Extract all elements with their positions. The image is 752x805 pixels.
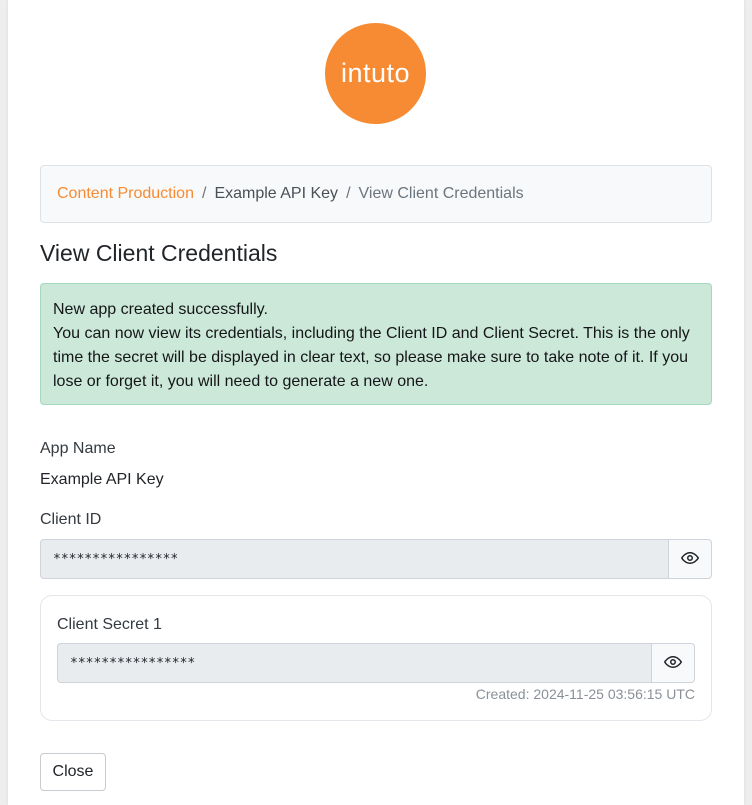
client-id-toggle-visibility-button[interactable] — [668, 539, 712, 579]
client-secret-input-group — [57, 643, 695, 683]
client-secret-created-timestamp: Created: 2024-11-25 03:56:15 UTC — [475, 686, 695, 702]
breadcrumb-separator: / — [346, 185, 351, 202]
client-secret-input[interactable] — [57, 643, 651, 683]
client-secret-toggle-visibility-button[interactable] — [651, 643, 695, 683]
eye-icon — [664, 653, 682, 674]
alert-message: You can now view its credentials, including the Client ID and Client Secret. This is the only time the secret will be displayed in clear text, so please make sure to take note of it. If you lose or forget it, you will need to generate a new one. — [53, 325, 690, 390]
eye-icon — [681, 549, 699, 570]
app-name-value: Example API Key — [40, 471, 164, 488]
client-secret-card — [40, 595, 712, 721]
client-id-input[interactable] — [40, 539, 668, 579]
breadcrumb-item-view-client-credentials: View Client Credentials — [358, 185, 524, 202]
client-secret-label: Client Secret 1 — [57, 616, 162, 633]
intuto-logo — [325, 23, 426, 124]
app-name-label: App Name — [40, 440, 116, 457]
client-id-label: Client ID — [40, 511, 102, 528]
breadcrumb-separator: / — [201, 185, 207, 202]
success-alert — [40, 283, 712, 405]
logo-text: intuto — [340, 58, 411, 88]
breadcrumb-item-example-api-key: Example API Key — [214, 185, 339, 202]
breadcrumb — [40, 165, 712, 223]
close-button[interactable]: Close — [40, 753, 106, 791]
client-id-input-group — [40, 539, 712, 579]
alert-title: New app created successfully. — [53, 301, 268, 318]
page-container — [8, 0, 744, 805]
page-title: View Client Credentials — [40, 240, 278, 266]
breadcrumb-item-content-production[interactable]: Content Production — [57, 185, 194, 202]
